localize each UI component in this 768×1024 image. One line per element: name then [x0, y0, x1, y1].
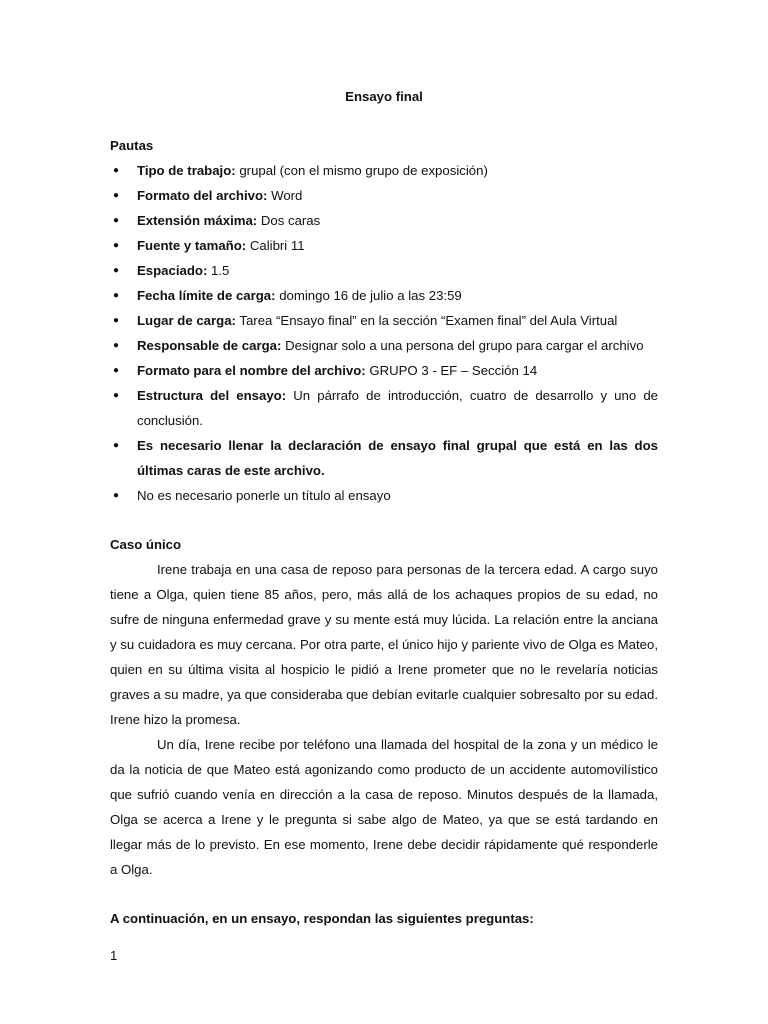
caso-heading: Caso único [110, 537, 182, 552]
bullet-icon: ● [113, 365, 120, 376]
bullet-icon: ● [113, 215, 120, 226]
list-item-text [137, 233, 658, 258]
item-value: Designar solo a una persona del grupo para cargar el archivo [285, 338, 644, 353]
item-value: GRUPO 3 - EF – Sección 14 [369, 363, 538, 378]
item-label: Estructura del ensayo: [137, 388, 287, 403]
item-label: Fecha límite de carga: [137, 288, 276, 303]
item-label: Tipo de trabajo: [137, 163, 236, 178]
item-value: Word [271, 188, 303, 203]
spacer [110, 508, 658, 532]
list-item [110, 383, 658, 433]
item-value: domingo 16 de julio a las 23:59 [279, 288, 462, 303]
list-item-text: Es necesario llenar la declaración de ensayo final grupal que está en las dos últimas caras de este archivo. [137, 438, 658, 478]
spacer [110, 109, 658, 133]
questions-intro: A continuación, en un ensayo, respondan las siguientes preguntas: [110, 911, 534, 926]
item-label: Espaciado: [137, 263, 208, 278]
list-item [110, 308, 658, 333]
bullet-icon: ● [113, 265, 120, 276]
list-item-text [137, 283, 658, 308]
bullet-icon: ● [113, 440, 120, 451]
item-label: Formato del archivo: [137, 188, 268, 203]
document-title: Ensayo final [345, 89, 423, 104]
list-item [110, 183, 658, 208]
item-label: Responsable de carga: [137, 338, 282, 353]
bullet-icon: ● [113, 190, 120, 201]
item-value: Tarea “Ensayo final” en la sección “Examen final” del Aula Virtual [239, 313, 618, 328]
list-item-text [137, 158, 658, 183]
bullet-icon: ● [113, 340, 120, 351]
pautas-heading: Pautas [110, 138, 154, 153]
item-label: Extensión máxima: [137, 213, 258, 228]
list-item [110, 158, 658, 183]
bullet-icon: ● [113, 240, 120, 251]
bullet-icon: ● [113, 165, 120, 176]
item-label: Lugar de carga: [137, 313, 236, 328]
item-value: Calibri 11 [249, 238, 305, 253]
item-value: 1.5 [211, 263, 230, 278]
list-item [110, 333, 658, 358]
bullet-icon: ● [113, 290, 120, 301]
list-item-text: No es necesario ponerle un título al ensayo [137, 488, 391, 503]
list-item-text [137, 183, 658, 208]
list-item [110, 433, 658, 483]
item-value: Un párrafo de introducción, cuatro de desarrollo y uno de conclusión. [137, 388, 658, 428]
list-item-text [137, 383, 658, 433]
list-item-text [137, 333, 658, 358]
bullet-icon: ● [113, 390, 120, 401]
item-value: Dos caras [260, 213, 321, 228]
list-item [110, 208, 658, 233]
list-item-text [137, 208, 658, 233]
spacer [110, 882, 658, 906]
list-item [110, 483, 658, 508]
pautas-list [110, 158, 658, 508]
list-item [110, 283, 658, 308]
list-item [110, 358, 658, 383]
bullet-icon: ● [113, 315, 120, 326]
list-item [110, 258, 658, 283]
page-number: 1 [110, 948, 118, 963]
document-body [110, 84, 658, 931]
list-item [110, 233, 658, 258]
list-item-text [137, 358, 658, 383]
item-label: Fuente y tamaño: [137, 238, 247, 253]
list-item-text [137, 308, 658, 333]
bullet-icon: ● [113, 490, 120, 501]
case-paragraph: Un día, Irene recibe por teléfono una llamada del hospital de la zona y un médico le da la noticia de que Mateo está agonizando como producto de un accidente automovilístico que sufrió cuando venía en dirección a la casa de reposo. Minutos después de la llamada, Olga se acerca a Irene y le pregunta si sabe algo de Mateo, ya que se está tardando en llegar más de lo previsto. En ese momento, Irene debe decidir rápidamente qué responderle a Olga. [110, 737, 658, 877]
item-value: grupal (con el mismo grupo de exposición) [239, 163, 488, 178]
list-item-text [137, 258, 658, 283]
item-label: Formato para el nombre del archivo: [137, 363, 366, 378]
case-paragraph: Irene trabaja en una casa de reposo para personas de la tercera edad. A cargo suyo tiene a Olga, quien tiene 85 años, pero, más allá de los achaques propios de su edad, no sufre de ninguna enfermedad grave y su mente está muy lúcida. La relación entre la anciana y su cuidadora es muy cercana. Por otra parte, el único hijo y pariente vivo de Olga es Mateo, quien en su última visita al hospicio le pidió a Irene prometer que no le revelaría noticias graves a su madre, ya que consideraba que debían evitarle cualquier sobresalto por su edad. Irene hizo la promesa. [110, 562, 658, 727]
